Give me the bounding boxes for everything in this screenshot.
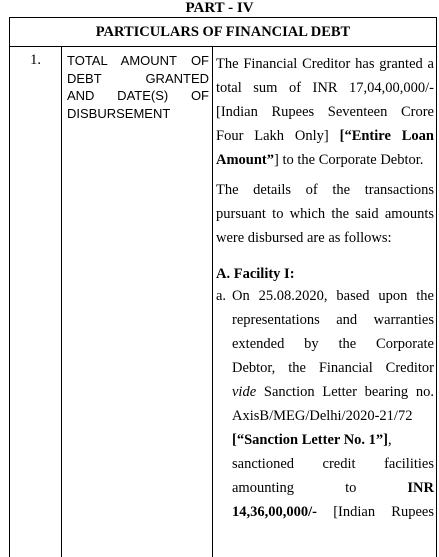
text-fragment: [Indian Rupees <box>316 504 434 520</box>
text-fragment: ] to the Corporate Debtor. <box>274 152 424 168</box>
bold-text: [“Sanction Letter No. 1”] <box>232 432 388 448</box>
text-fragment: Four Lakh Only] <box>216 128 340 144</box>
part-title: PART - IV <box>185 0 254 16</box>
row-details <box>216 52 434 524</box>
text-line <box>232 428 434 452</box>
text-fragment: amounting to <box>232 480 408 496</box>
text-line: extended by the Corporate <box>232 336 434 352</box>
text-line: [Indian Rupees Seventeen Crore <box>216 104 434 120</box>
text-line: total sum of INR 17,04,00,000/- <box>216 80 434 96</box>
text-line: AxisB/MEG/Delhi/2020-21/72 <box>232 408 413 424</box>
text-line: The Financial Creditor has granted a <box>216 56 434 72</box>
bold-text: INR <box>407 480 434 496</box>
label-line: AND DATE(S) OF <box>67 88 209 103</box>
text-line <box>232 500 434 524</box>
facility-heading: A. Facility I: <box>216 266 295 282</box>
column-divider <box>61 46 62 557</box>
text-line <box>216 148 434 172</box>
section-header: PARTICULARS OF FINANCIAL DEBT <box>10 18 436 47</box>
row-number: 1. <box>30 52 41 68</box>
text-line: pursuant to which the said amounts <box>216 206 434 222</box>
bold-text: [“Entire Loan <box>339 128 434 144</box>
text-line: On 25.08.2020, based upon the <box>232 288 434 304</box>
text-line: The details of the transactions <box>216 182 434 198</box>
column-divider <box>212 46 213 557</box>
text-line: representations and warranties <box>232 312 434 328</box>
text-fragment: Sanction Letter bearing no. <box>256 384 434 400</box>
text-line <box>232 476 434 500</box>
bold-text: 14,36,00,000/- <box>232 504 317 520</box>
text-line: Debtor, the Financial Creditor <box>232 360 434 376</box>
facility-item <box>216 284 434 524</box>
text-line <box>232 380 434 404</box>
row-label <box>67 52 209 122</box>
text-fragment: , <box>388 432 392 448</box>
label-line: TOTAL AMOUNT OF <box>67 53 209 68</box>
bold-text: Amount” <box>216 152 275 168</box>
total-amount-paragraph <box>216 52 434 172</box>
text-line: were disbursed are as follows: <box>216 230 392 246</box>
label-line: DISBURSEMENT <box>67 105 171 121</box>
text-line: sanctioned credit facilities <box>232 456 434 472</box>
text-line <box>216 124 434 148</box>
financial-debt-table <box>9 17 437 557</box>
transactions-intro-paragraph <box>216 178 434 250</box>
item-marker: a. <box>216 288 227 304</box>
label-line: DEBT GRANTED <box>67 70 209 86</box>
italic-text: vide <box>232 384 257 400</box>
